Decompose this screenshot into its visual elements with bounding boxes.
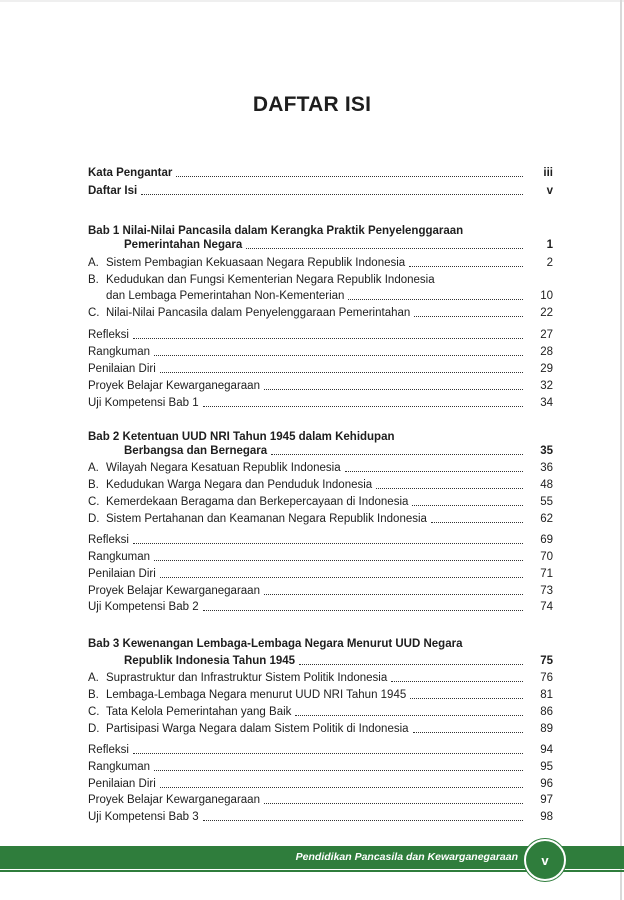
toc-entry-label: Uji Kompetensi Bab 3: [88, 811, 199, 823]
toc-entry-daftar-isi[interactable]: [88, 182, 553, 198]
section-letter: A.: [88, 672, 99, 684]
toc-extra-entry[interactable]: [88, 775, 553, 791]
toc-extra-entry[interactable]: [88, 582, 553, 598]
toc-entry-page: 95: [540, 761, 553, 773]
toc-entry-label: Penilaian Diri: [88, 568, 156, 580]
toc-entry-page: 74: [540, 601, 553, 613]
toc-extra-entry[interactable]: [88, 758, 553, 774]
toc-entry-page: 98: [540, 811, 553, 823]
section-letter: B.: [88, 274, 99, 286]
toc-entry-label: Proyek Belajar Kewarganegaraan: [88, 380, 260, 392]
dot-leader: [264, 389, 523, 390]
toc-extra-entry[interactable]: [88, 565, 553, 581]
toc-entry-label: Pemerintahan Negara: [124, 239, 243, 251]
toc-entry-page: 35: [540, 445, 553, 457]
toc-entry-page: 22: [540, 307, 553, 319]
toc-entry-page: 75: [540, 655, 553, 667]
dot-leader: [409, 266, 523, 267]
toc-entry-page: 70: [540, 551, 553, 563]
chapter-2-heading-line2[interactable]: [124, 442, 553, 458]
toc-entry-label: Proyek Belajar Kewarganegaraan: [88, 794, 260, 806]
dot-leader: [348, 299, 523, 300]
toc-entry-page: v: [546, 185, 553, 197]
toc-entry-label: Sistem Pembagian Kekuasaan Negara Republik Indonesia: [106, 257, 406, 269]
toc-entry-label: Kata Pengantar: [88, 167, 173, 179]
toc-entry-label: Refleksi: [88, 534, 129, 546]
toc-extra-entry[interactable]: [88, 394, 553, 410]
toc-section-entry[interactable]: [88, 459, 553, 475]
toc-extra-entry[interactable]: [88, 808, 553, 824]
dot-leader: [412, 505, 523, 506]
toc-section-entry[interactable]: [88, 686, 553, 702]
chapter-2-heading[interactable]: Bab 2 Ketentuan UUD NRI Tahun 1945 dalam Kehidupan: [88, 431, 395, 443]
toc-entry-label: Berbangsa dan Bernegara: [124, 445, 268, 457]
chapter-1-heading-line2[interactable]: [124, 236, 553, 252]
toc-entry-label: dan Lembaga Pemerintahan Non-Kementerian: [106, 290, 345, 302]
dot-leader: [203, 820, 523, 821]
dot-leader: [299, 664, 523, 665]
toc-entry-page: 96: [540, 778, 553, 790]
section-letter: C.: [88, 496, 100, 508]
toc-section-entry[interactable]: [88, 510, 553, 526]
toc-entry-label: Republik Indonesia Tahun 1945: [124, 655, 296, 667]
dot-leader: [264, 594, 523, 595]
section-letter: A.: [88, 462, 99, 474]
footer-book-title: Pendidikan Pancasila dan Kewarganegaraan: [295, 851, 518, 863]
dot-leader: [264, 803, 523, 804]
toc-entry-label: Refleksi: [88, 744, 129, 756]
toc-entry-page: 71: [540, 568, 553, 580]
toc-extra-entry[interactable]: [88, 343, 553, 359]
toc-entry-page: 34: [540, 397, 553, 409]
toc-entry-page: 29: [540, 363, 553, 375]
toc-entry-page: 86: [540, 706, 553, 718]
toc-entry-label: Rangkuman: [88, 551, 151, 563]
toc-entry-page: 1: [546, 239, 553, 251]
toc-entry-label: Wilayah Negara Kesatuan Republik Indonesia: [106, 462, 341, 474]
toc-entry-page: 89: [540, 723, 553, 735]
toc-entry-label: Nilai-Nilai Pancasila dalam Penyelenggaraan Pemerintahan: [106, 307, 411, 319]
dot-leader: [413, 732, 523, 733]
dot-leader: [160, 577, 523, 578]
dot-leader: [271, 454, 523, 455]
toc-extra-entry[interactable]: [88, 326, 553, 342]
toc-entry-label: Rangkuman: [88, 761, 151, 773]
toc-extra-entry[interactable]: [88, 377, 553, 393]
toc-entry-page: 97: [540, 794, 553, 806]
toc-entry-page: 27: [540, 329, 553, 341]
toc-entry-page: 32: [540, 380, 553, 392]
section-letter: D.: [88, 723, 100, 735]
dot-leader: [133, 543, 523, 544]
toc-section-entry[interactable]: [88, 271, 553, 287]
page-right-edge: [620, 0, 622, 900]
section-letter: B.: [88, 479, 99, 491]
toc-entry-page: 48: [540, 479, 553, 491]
dot-leader: [160, 372, 523, 373]
toc-entry-label: Penilaian Diri: [88, 778, 156, 790]
toc-extra-entry[interactable]: [88, 531, 553, 547]
toc-entry-label: Suprastruktur dan Infrastruktur Sistem Politik Indonesia: [106, 672, 388, 684]
dot-leader: [203, 406, 523, 407]
section-letter: B.: [88, 689, 99, 701]
toc-section-entry[interactable]: [88, 476, 553, 492]
toc-section-entry[interactable]: [88, 703, 553, 719]
dot-leader: [203, 610, 523, 611]
toc-entry-page: 69: [540, 534, 553, 546]
toc-entry-page: iii: [543, 167, 553, 179]
toc-entry-page: 36: [540, 462, 553, 474]
dot-leader: [345, 471, 523, 472]
toc-entry-label: Kedudukan Warga Negara dan Penduduk Indonesia: [106, 479, 373, 491]
toc-extra-entry[interactable]: [88, 791, 553, 807]
toc-entry-label: Uji Kompetensi Bab 1: [88, 397, 199, 409]
section-letter: D.: [88, 513, 100, 525]
dot-leader: [133, 338, 523, 339]
section-letter: C.: [88, 307, 100, 319]
dot-leader: [414, 316, 523, 317]
toc-extra-entry[interactable]: [88, 741, 553, 757]
toc-entry-label: Uji Kompetensi Bab 2: [88, 601, 199, 613]
toc-entry-page: 73: [540, 585, 553, 597]
dot-leader: [133, 753, 523, 754]
toc-entry-label: Lembaga-Lembaga Negara menurut UUD NRI Tahun 1945: [106, 689, 407, 701]
toc-section-entry[interactable]: [88, 304, 553, 320]
toc-entry-page: 10: [540, 290, 553, 302]
toc-entry-page: 81: [540, 689, 553, 701]
dot-leader: [391, 681, 523, 682]
page-number-badge: v: [524, 839, 566, 881]
chapter-3-heading[interactable]: Bab 3 Kewenangan Lembaga-Lembaga Negara Menurut UUD Negara: [88, 638, 463, 650]
toc-entry-label: Kemerdekaan Beragama dan Berkepercayaan di Indonesia: [106, 496, 409, 508]
dot-leader: [141, 194, 523, 195]
dot-leader: [246, 248, 523, 249]
dot-leader: [160, 787, 523, 788]
dot-leader: [410, 698, 523, 699]
toc-section-entry[interactable]: [88, 720, 553, 736]
dot-leader: [295, 715, 523, 716]
toc-entry-label: Kedudukan dan Fungsi Kementerian Negara Republik Indonesia: [106, 274, 435, 286]
section-letter: A.: [88, 257, 99, 269]
toc-entry-page: 76: [540, 672, 553, 684]
toc-entry-label: Tata Kelola Pemerintahan yang Baik: [106, 706, 292, 718]
toc-entry-page: 55: [540, 496, 553, 508]
toc-entry-label: Proyek Belajar Kewarganegaraan: [88, 585, 260, 597]
dot-leader: [154, 770, 523, 771]
toc-entry-label: Rangkuman: [88, 346, 151, 358]
toc-entry-label: Partisipasi Warga Negara dalam Sistem Politik di Indonesia: [106, 723, 409, 735]
toc-entry-label: Penilaian Diri: [88, 363, 156, 375]
section-letter: C.: [88, 706, 100, 718]
dot-leader: [154, 355, 523, 356]
toc-extra-entry[interactable]: [88, 360, 553, 376]
toc-extra-entry[interactable]: [88, 598, 553, 614]
dot-leader: [376, 488, 523, 489]
toc-entry-page: 62: [540, 513, 553, 525]
chapter-1-heading[interactable]: Bab 1 Nilai-Nilai Pancasila dalam Kerangka Praktik Penyelenggaraan: [88, 225, 464, 237]
dot-leader: [431, 522, 523, 523]
toc-section-entry-continued[interactable]: [106, 287, 553, 303]
toc-section-entry[interactable]: [88, 669, 553, 685]
toc-entry-kata-pengantar[interactable]: [88, 164, 553, 180]
toc-entry-page: 28: [540, 346, 553, 358]
toc-section-entry[interactable]: [88, 493, 553, 509]
page-top-edge: [0, 0, 624, 2]
toc-section-entry[interactable]: [88, 254, 553, 270]
toc-extra-entry[interactable]: [88, 548, 553, 564]
dot-leader: [176, 176, 523, 177]
toc-entry-page: 94: [540, 744, 553, 756]
toc-entry-label: Refleksi: [88, 329, 129, 341]
toc-entry-page: 2: [546, 257, 553, 269]
page-title: DAFTAR ISI: [252, 93, 372, 116]
chapter-3-heading-line2[interactable]: [124, 652, 553, 668]
toc-entry-label: Sistem Pertahanan dan Keamanan Negara Republik Indonesia: [106, 513, 427, 525]
dot-leader: [154, 560, 523, 561]
toc-entry-label: Daftar Isi: [88, 185, 138, 197]
